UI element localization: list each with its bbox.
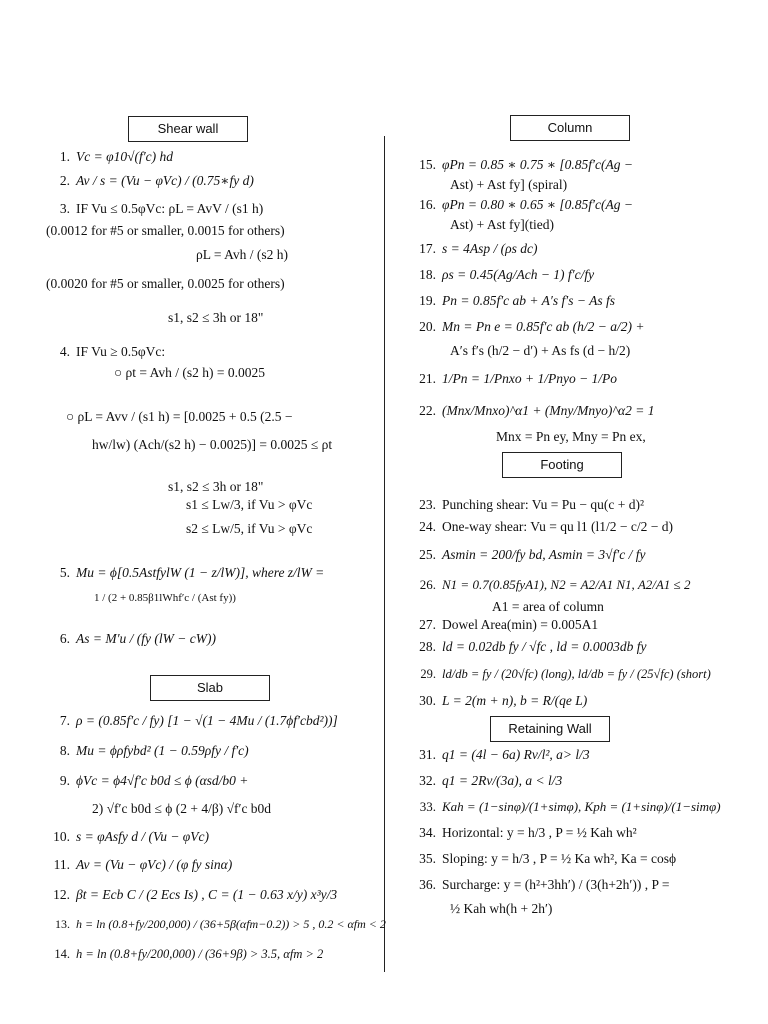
equation-6: 6. As = M′u / (fy (lW − cW)) <box>59 631 217 646</box>
equation-4: 4. IF Vu ≥ 0.5φVc: <box>59 344 166 359</box>
equation-4-rho-l: ○ ρL = Avv / (s1 h) = [0.0025 + 0.5 (2.5 − <box>66 409 293 424</box>
equation-22-cont: Mnx = Pn ey, Mny = Pn ex, <box>496 429 646 444</box>
equation-36: 36. Surcharge: y = (h²+3hh′) / (3(h+2h′)) , P = <box>419 877 670 892</box>
equation-31: 31. q1 = (4l − 6a) Rv/l², a> l/3 <box>419 747 590 762</box>
equation-11: 11. Av = (Vu − φVc) / (φ fy sinα) <box>53 857 233 872</box>
equation-16-cont: Ast) + Ast fy](tied) <box>450 217 554 232</box>
equation-14: 14. h = ln (0.8+fy/200,000) / (36+9β) > 3.5, αfm > 2 <box>54 947 324 961</box>
equation-26: 26. N1 = 0.7(0.85fyA1), N2 = A2/A1 N1, A2/A1 ≤ 2 <box>419 577 691 592</box>
section-title-slab: Slab <box>150 675 270 701</box>
equation-5-fraction: 1 / (2 + 0.85β1lWhf′c / (Ast fy)) <box>94 592 236 604</box>
equation-3-spacing: s1, s2 ≤ 3h or 18" <box>168 310 264 325</box>
equation-3-note-1: (0.0012 for #5 or smaller, 0.0015 for others) <box>46 223 285 238</box>
equation-9-cont: 2) √f′c b0d ≤ ϕ (2 + 4/β) √f′c b0d <box>92 801 272 816</box>
equation-23: 23. Punching shear: Vu = Pu − qu(c + d)² <box>419 497 645 512</box>
column-divider <box>384 136 385 972</box>
equation-22: 22. (Mnx/Mnxo)^α1 + (Mny/Mnyo)^α2 = 1 <box>419 403 655 418</box>
equation-21: 21. 1/Pn = 1/Pnxo + 1/Pnyo − 1/Po <box>419 371 618 386</box>
equation-4-spacing: s1, s2 ≤ 3h or 18" <box>168 479 264 494</box>
section-title-column: Column <box>510 115 630 141</box>
equation-13: 13. h = ln (0.8+fy/200,000) / (36+5β(αfm−0.2)) > 5 , 0.2 < αfm < 2 <box>55 917 386 931</box>
equation-27: 27. Dowel Area(min) = 0.005A1 <box>419 617 599 632</box>
equation-4-rho-t: ○ ρt = Avh / (s2 h) = 0.0025 <box>114 365 265 380</box>
equation-33: 33. Kah = (1−sinφ)/(1+simφ), Kph = (1+sinφ)/(1−simφ) <box>419 799 721 814</box>
equation-15-cont: Ast) + Ast fy] (spiral) <box>450 177 568 192</box>
equation-3: 3. IF Vu ≤ 0.5φVc: ρL = AvV / (s1 h) <box>59 201 264 216</box>
equation-17: 17. s = 4Asp / (ρs dc) <box>419 241 538 256</box>
equation-25: 25. Asmin = 200/fy bd, Asmin = 3√f′c / fy <box>419 547 646 562</box>
equation-10: 10. s = φAsfy d / (Vu − φVc) <box>53 829 210 844</box>
equation-18: 18. ρs = 0.45(Ag/Ach − 1) f′c/fy <box>419 267 595 282</box>
equation-15: 15. φPn = 0.85 ∗ 0.75 ∗ [0.85f′c(Ag − <box>419 157 633 172</box>
equation-2: 2. Av / s = (Vu − φVc) / (0.75∗fy d) <box>59 173 254 188</box>
equation-32: 32. q1 = 2Rv/(3a), a < l/3 <box>419 773 563 788</box>
equation-20: 20. Mn = Pn e = 0.85f′c ab (h/2 − a/2) + <box>419 319 645 334</box>
equation-4-s2: s2 ≤ Lw/5, if Vu > φVc <box>186 521 313 536</box>
equation-30: 30. L = 2(m + n), b = R/(qe L) <box>419 693 588 708</box>
equation-16: 16. φPn = 0.80 ∗ 0.65 ∗ [0.85f′c(Ag − <box>419 197 633 212</box>
section-title-shear-wall: Shear wall <box>128 116 248 142</box>
equation-19: 19. Pn = 0.85f′c ab + A′s f′s − As fs <box>419 293 615 308</box>
equation-7: 7. ρ = (0.85f′c / fy) [1 − √(1 − 4Mu / (1.7ϕf′cbd²))] <box>59 713 338 728</box>
equation-3-rho-l: ρL = Avh / (s2 h) <box>196 247 288 262</box>
equation-8: 8. Mu = ϕρfybd² (1 − 0.59ρfy / f′c) <box>59 743 249 758</box>
equation-9: 9. ϕVc = ϕ4√f′c b0d ≤ ϕ (αsd/b0 + <box>59 773 249 788</box>
section-title-retaining-wall: Retaining Wall <box>490 716 610 742</box>
equation-26-cont: A1 = area of column <box>492 599 604 614</box>
equation-24: 24. One-way shear: Vu = qu l1 (l1/2 − c/2 − d) <box>419 519 673 534</box>
equation-5: 5. Mu = ϕ[0.5AstfylW (1 − z/lW)], where z/lW = <box>59 565 325 580</box>
equation-29: 29. ld/db = fy / (20√fc) (long), ld/db = fy / (25√fc) (short) <box>420 667 711 681</box>
equation-34: 34. Horizontal: y = h/3 , P = ½ Kah wh² <box>419 825 637 840</box>
equation-3-note-2: (0.0020 for #5 or smaller, 0.0025 for others) <box>46 276 285 291</box>
equation-1: 1. Vc = φ10√(f′c) hd <box>59 149 174 164</box>
equation-12: 12. βt = Ecb C / (2 Ecs Is) , C = (1 − 0.63 x/y) x³y/3 <box>53 887 338 902</box>
equation-36-cont: ½ Kah wh(h + 2h′) <box>450 901 553 916</box>
equation-35: 35. Sloping: y = h/3 , P = ½ Ka wh², Ka = cosϕ <box>419 851 677 866</box>
equation-20-cont: A′s f′s (h/2 − d′) + As fs (d − h/2) <box>450 343 631 358</box>
equation-4-rho-l-cont: hw/lw) (Ach/(s2 h) − 0.0025)] = 0.0025 ≤ ρt <box>92 437 333 452</box>
equation-4-s1: s1 ≤ Lw/3, if Vu > φVc <box>186 497 313 512</box>
equation-28: 28. ld = 0.02db fy / √fc , ld = 0.0003db fy <box>419 639 647 654</box>
section-title-footing: Footing <box>502 452 622 478</box>
